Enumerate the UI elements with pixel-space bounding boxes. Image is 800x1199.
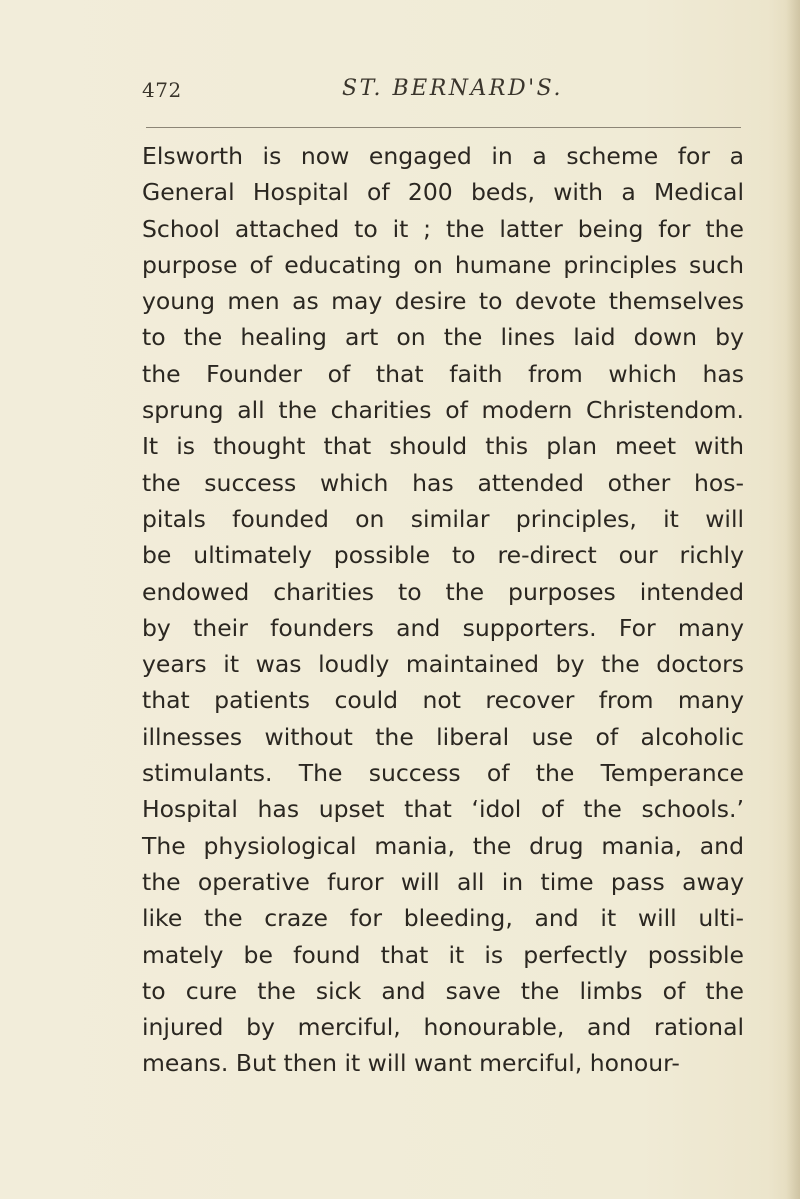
text-line: stimulants. The success of the Temperance [142,759,744,788]
text-line: the operative furor will all in time pass away [142,867,744,896]
text-line: by their founders and supporters. For many [142,613,744,642]
text-line: sprung all the charities of modern Christendom. [142,396,744,425]
running-title: ST. BERNARD'S. [342,76,563,101]
text-line: young men as may desire to devote themselves [142,287,744,316]
text-line: the success which has attended other hos- [142,468,744,497]
text-line: that patients could not recover from many [142,686,744,715]
running-head [142,76,742,110]
text-line: to cure the sick and save the limbs of the [142,976,744,1005]
header-rule [146,127,741,128]
text-line: pitals founded on similar principles, it will [142,504,744,533]
page-number: 472 [142,78,182,102]
text-line: to the healing art on the lines laid down by [142,323,744,352]
text-line: General Hospital of 200 beds, with a Medical [142,178,744,207]
text-line: endowed charities to the purposes intended [142,577,744,606]
text-line: It is thought that should this plan meet with [142,432,744,461]
body-text [142,138,744,1082]
text-line: School attached to it ; the latter being for the [142,214,744,243]
text-line: The physiological mania, the drug mania, and [142,831,744,860]
page-edge-shadow [786,0,800,1199]
text-line: means. But then it will want merciful, honour- [142,1049,680,1078]
text-line: Hospital has upset that ‘idol of the schools.’ [142,795,744,824]
text-line: years it was loudly maintained by the doctors [142,650,744,679]
text-line: be ultimately possible to re-direct our richly [142,541,744,570]
text-line: the Founder of that faith from which has [142,359,744,388]
text-line: illnesses without the liberal use of alcoholic [142,722,744,751]
text-line: injured by merciful, honourable, and rational [142,1013,744,1042]
text-line: Elsworth is now engaged in a scheme for a [142,142,744,170]
text-line: purpose of educating on humane principles such [142,250,744,279]
text-line: like the craze for bleeding, and it will ulti- [142,904,744,933]
text-line: mately be found that it is perfectly possible [142,940,744,969]
